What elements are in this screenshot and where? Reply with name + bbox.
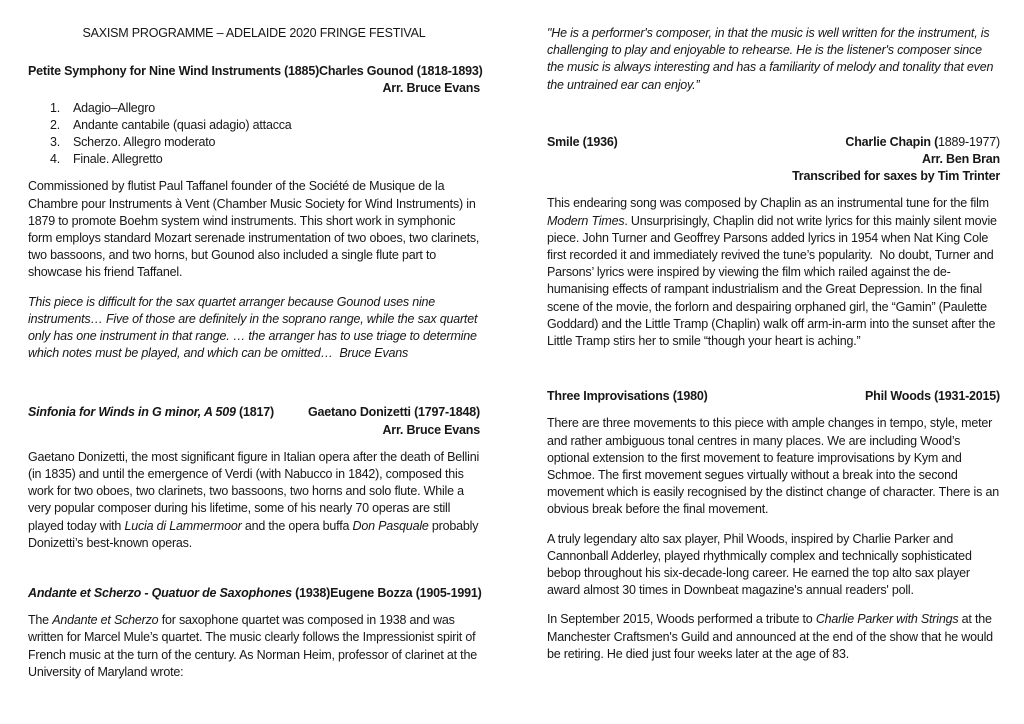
donizetti-description: Gaetano Donizetti, the most significant figure in Italian opera after the death of Bellini (in 1835) and until the emergence of Verdi (with Nabucco in 1842), composed this work for two oboes, two clarinets, two bassoons, two horns and solo flute. While a very popular composer during his lifetime, some of his nearly 70 operas are still played today with Lucia di Lammermoor and the opera buffa Don Pasquale probably Donizetti’s best-known operas. bbox=[28, 449, 480, 550]
composer-gounod: Charles Gounod (1818-1893) bbox=[319, 64, 483, 79]
work-title-gounod: Petite Symphony for Nine Wind Instruments (1885) bbox=[28, 64, 320, 79]
work-title-bozza: Andante et Scherzo - Quatuor de Saxophones (1938) bbox=[28, 586, 331, 601]
left-column bbox=[28, 25, 483, 708]
section-woods bbox=[547, 388, 1000, 663]
movement-item bbox=[28, 117, 480, 134]
movement-label: Finale. Allegretto bbox=[73, 152, 163, 167]
arranger-donizetti: Arr. Bruce Evans bbox=[382, 422, 480, 437]
movement-list bbox=[28, 100, 480, 169]
section-gounod bbox=[28, 63, 483, 362]
work-title-woods: Three Improvisations (1980) bbox=[547, 389, 708, 404]
woods-description-1: There are three movements to this piece with ample changes in tempo, style, meter and rather ambiguous tonal centres in many places. We are including Wood’s optional extension to the first movement to feature improvisations by Kym and Schmoe. The first movement segues virtually without a break into the second movement which is easily recognised by the distinct change of character. There is an obvious break before the final movement. bbox=[547, 416, 999, 517]
arranger-smile: Arr. Ben Bran bbox=[922, 152, 1000, 167]
arranger-gounod: Arr. Bruce Evans bbox=[382, 81, 480, 96]
movement-item bbox=[28, 100, 480, 117]
movement-label: Adagio–Allegro bbox=[73, 100, 155, 115]
bozza-description: The Andante et Scherzo for saxophone quartet was composed in 1938 and was written for Marcel Mule’s quartet. The music clearly follows the Impressionist spirit of French music at the turn of the century. As Norman Heim, professor of clarinet at the University of Maryland wrote: bbox=[28, 613, 477, 679]
composer-bozza: Eugene Bozza (1905-1991) bbox=[330, 586, 482, 601]
section-smile bbox=[547, 134, 1000, 350]
smile-description: This endearing song was composed by Chaplin as an instrumental tune for the film Modern Times. Unsurprisingly, Chaplin did not write lyrics for this mainly silent movie piece. John Turner and Geoffrey Parsons added lyrics in 1954 when Nat King Cole first recorded it and immediately revived the tune’s popularity. No doubt, Turner and Parsons’ lyrics were inspired by viewing the film which railed against the de-humanising effects of rampant industrialism and the Great Depression. In the final scene of the movie, the forlorn and despairing orphaned girl, the “Gamin” (Paulette Goddard) and the Little Tramp (Chaplin) walk off arm-in-arm into the sunset after the Little Tramp stirs her to smile “though your heart is aching.” bbox=[547, 196, 997, 349]
composer-chaplin: Charlie Chapin (1889-1977) bbox=[845, 134, 1000, 149]
movement-number: 1. bbox=[50, 100, 61, 115]
movement-item bbox=[28, 151, 480, 168]
right-column bbox=[547, 25, 1000, 708]
transcriber-smile: Transcribed for saxes by Tim Trinter bbox=[792, 169, 1000, 184]
movement-label: Scherzo. Allegro moderato bbox=[73, 135, 216, 150]
movement-item bbox=[28, 134, 480, 151]
composer-woods: Phil Woods (1931-2015) bbox=[865, 389, 1000, 404]
section-donizetti bbox=[28, 404, 480, 552]
composer-donizetti: Gaetano Donizetti (1797-1848) bbox=[307, 405, 480, 420]
movement-number: 2. bbox=[50, 117, 61, 132]
gounod-description: Commissioned by flutist Paul Taffanel founder of the Société de Musique de la Chambre pour Instruments à Vent (Chamber Music Society for Wind Instruments) in 1879 to promote Boehm system wind instruments. This short work in symphonic form employs standard Mozart serenade instrumentation of two oboes, two clarinets, two bassoons, and two horns, but Gounod also included a single flute part to showcase his friend Taffanel. bbox=[28, 179, 480, 280]
movement-number: 4. bbox=[50, 152, 61, 167]
woods-description-3: In September 2015, Woods performed a tribute to Charlie Parker with Strings at the Manchester Craftsmen's Guild and announced at the end of the show that he would be retiring. He died just four weeks later at the age of 83. bbox=[547, 612, 993, 661]
woods-description-2: A truly legendary alto sax player, Phil Woods, inspired by Charlie Parker and Cannonball Adderley, played rhythmically complex and technically sophisticated bebop throughout his six-decade-long career. He earned the top alto sax player award almost 30 times in Downbeat magazine's annual readers' poll. bbox=[547, 531, 972, 598]
movement-number: 3. bbox=[50, 135, 61, 150]
heim-quote: "He is a performer's composer, in that the music is well written for the instrument, is challenging to play and enjoyable to rehearse. He is the listener's composer since the music is always interesting and has a familiarity of melody and tonality that even the untrained ear can enjoy.” bbox=[547, 26, 994, 92]
movement-label: Andante cantabile (quasi adagio) attacca bbox=[73, 117, 292, 132]
section-bozza bbox=[28, 585, 480, 681]
gounod-arranger-quote: This piece is difficult for the sax quartet arranger because Gounod uses nine instruments… Five of those are definitely in the soprano range, while the sax quartet only has one instrument in that range. … the arranger has to use triage to determine which notes must be played, and which can be omitted… Bruce Evans bbox=[28, 294, 478, 361]
work-title-donizetti: Sinfonia for Winds in G minor, A 509 (1817) bbox=[28, 405, 274, 420]
work-title-smile: Smile (1936) bbox=[547, 134, 618, 149]
page-title: SAXISM PROGRAMME – ADELAIDE 2020 FRINGE FESTIVAL bbox=[82, 26, 426, 40]
